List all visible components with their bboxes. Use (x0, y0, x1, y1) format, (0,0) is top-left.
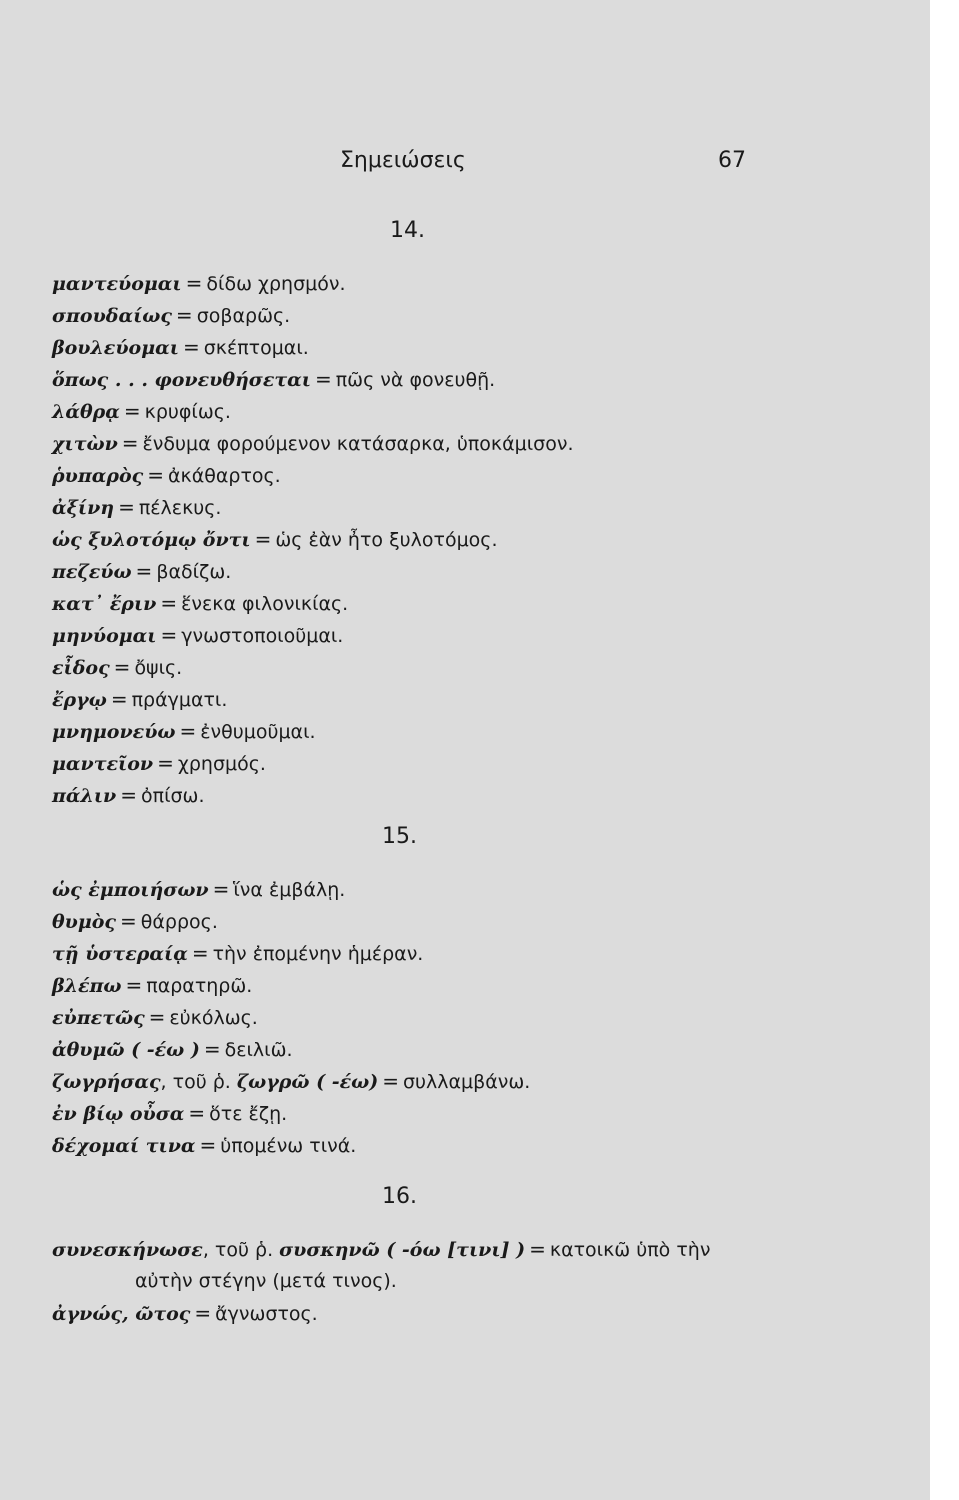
gloss-entry: μηνύομαι = γνωστοποιοῦμαι. (52, 623, 344, 647)
gloss-term: ἀξίνη (52, 497, 115, 519)
gloss-entry: μαντεῖον = χρησμός. (52, 751, 266, 775)
gloss-entry: τῇ ὑστεραίᾳ = τὴν ἐπομένην ἡμέραν. (52, 941, 424, 965)
gloss-term: χιτὼν (52, 433, 118, 455)
gloss-definition: ὅτε ἔζῃ. (209, 1103, 288, 1125)
gloss-definition: σκέπτομαι. (203, 337, 309, 359)
gloss-definition: χρησμός. (177, 753, 266, 775)
gloss-term: ὡς ἐμποιήσων (52, 879, 209, 901)
gloss-entry: εὐπετῶς = εὐκόλως. (52, 1005, 258, 1029)
gloss-definition: κατοικῶ ὑπὸ τὴν (549, 1239, 711, 1261)
gloss-term: ἀθυμῶ ( -έω ) (52, 1039, 200, 1061)
gloss-definition: βαδίζω. (156, 561, 232, 583)
gloss-definition: ἀκάθαρτος. (168, 465, 281, 487)
gloss-definition: ἵνα ἐμβάλῃ. (233, 879, 346, 901)
gloss-definition: συλλαμβάνω. (403, 1071, 531, 1093)
gloss-definition: ἐνθυμοῦμαι. (200, 721, 316, 743)
gloss-term: μνημονεύω (52, 721, 176, 743)
gloss-entry: μνημονεύω = ἐνθυμοῦμαι. (52, 719, 316, 743)
gloss-definition: ὑπομένω τινά. (220, 1135, 357, 1157)
gloss-entry: βουλεύομαι = σκέπτομαι. (52, 335, 309, 359)
gloss-term: βλέπω (52, 975, 122, 997)
gloss-definition: ὄψις. (134, 657, 183, 679)
gloss-term: ἔργῳ (52, 689, 107, 711)
gloss-definition: πῶς νὰ φονευθῇ. (335, 369, 496, 391)
section-number-15: 15. (382, 824, 417, 849)
gloss-term: ὅπως . . . φονευθήσεται (52, 369, 311, 391)
gloss-entry: ἔργῳ = πράγματι. (52, 687, 228, 711)
gloss-entry: συνεσκήνωσε, τοῦ ῥ. συσκηνῶ ( -όω [τινι] ) = κατοικῶ ὑπὸ τὴν (52, 1237, 711, 1261)
section-number-14: 14. (390, 218, 425, 243)
gloss-definition: πράγματι. (131, 689, 228, 711)
gloss-term: πεζεύω (52, 561, 132, 583)
gloss-entry: ἀθυμῶ ( -έω ) = δειλιῶ. (52, 1037, 293, 1061)
gloss-entry: σπουδαίως = σοβαρῶς. (52, 303, 291, 327)
gloss-entry: θυμὸς = θάρρος. (52, 909, 218, 933)
gloss-definition: ὀπίσω. (141, 785, 205, 807)
gloss-entry: μαντεύομαι = δίδω χρησμόν. (52, 271, 346, 295)
gloss-entry: ἀγνώς, ῶτος = ἄγνωστος. (52, 1301, 318, 1325)
gloss-term: τῇ ὑστεραίᾳ (52, 943, 188, 965)
gloss-term: ζωγρήσας (52, 1071, 161, 1093)
gloss-entry: χιτὼν = ἔνδυμα φορούμενον κατάσαρκα, ὑποκάμισον. (52, 431, 574, 455)
gloss-definition-continuation: αὐτὴν στέγην (μετά τινος). (135, 1270, 397, 1292)
running-head-title: Σημειώσεις (340, 148, 466, 173)
gloss-entry: δέχομαί τινα = ὑπομένω τινά. (52, 1133, 357, 1157)
gloss-entry: βλέπω = παρατηρῶ. (52, 973, 253, 997)
gloss-entry: ἀξίνη = πέλεκυς. (52, 495, 222, 519)
scan-margin (930, 0, 959, 1500)
gloss-term: πάλιν (52, 785, 117, 807)
gloss-term: βουλεύομαι (52, 337, 179, 359)
gloss-term: λάθρᾳ (52, 401, 120, 423)
gloss-term-root: συσκηνῶ ( -όω [τινι] ) (279, 1239, 526, 1261)
gloss-entry: κατ᾿ ἔριν = ἕνεκα φιλονικίας. (52, 591, 349, 615)
gloss-definition: ὡς ἐὰν ἦτο ξυλοτόμος. (275, 529, 498, 551)
gloss-term: ὡς ξυλοτόμῳ ὄντι (52, 529, 251, 551)
gloss-definition: ἄγνωστος. (215, 1303, 318, 1325)
gloss-term: μαντεῖον (52, 753, 154, 775)
gloss-term: εἶδος (52, 657, 110, 679)
gloss-definition: θάρρος. (140, 911, 218, 933)
gloss-entry: εἶδος = ὄψις. (52, 655, 183, 679)
gloss-entry: ὅπως . . . φονευθήσεται = πῶς νὰ φονευθῇ. (52, 367, 496, 391)
gloss-entry: πεζεύω = βαδίζω. (52, 559, 232, 583)
gloss-entry: ὡς ξυλοτόμῳ ὄντι = ὡς ἐὰν ἦτο ξυλοτόμος. (52, 527, 498, 551)
gloss-entry: ὡς ἐμποιήσων = ἵνα ἐμβάλῃ. (52, 877, 346, 901)
gloss-connector: , τοῦ ῥ. (160, 1071, 237, 1093)
gloss-term: εὐπετῶς (52, 1007, 145, 1029)
gloss-entry: ἐν βίῳ οὖσα = ὅτε ἔζῃ. (52, 1101, 288, 1125)
gloss-term: σπουδαίως (52, 305, 172, 327)
gloss-definition: ἔνδυμα φορούμενον κατάσαρκα, ὑποκάμισον. (142, 433, 574, 455)
gloss-definition: σοβαρῶς. (196, 305, 291, 327)
gloss-entry: πάλιν = ὀπίσω. (52, 783, 205, 807)
gloss-entry: λάθρᾳ = κρυφίως. (52, 399, 231, 423)
gloss-definition: πέλεκυς. (138, 497, 222, 519)
gloss-definition: τὴν ἐπομένην ἡμέραν. (212, 943, 424, 965)
gloss-definition: εὐκόλως. (169, 1007, 258, 1029)
gloss-connector: , τοῦ ῥ. (202, 1239, 280, 1261)
gloss-definition: κρυφίως. (144, 401, 231, 423)
gloss-term-root: ζωγρῶ ( -έω) (236, 1071, 379, 1093)
gloss-definition: ἕνεκα φιλονικίας. (181, 593, 349, 615)
gloss-term: ἀγνώς, ῶτος (52, 1303, 191, 1325)
gloss-term: ἐν βίῳ οὖσα (52, 1103, 185, 1125)
section-number-16: 16. (382, 1184, 417, 1209)
gloss-term: θυμὸς (52, 911, 117, 933)
gloss-definition: δίδω χρησμόν. (206, 273, 346, 295)
gloss-term: μαντεύομαι (52, 273, 182, 295)
gloss-term: κατ᾿ ἔριν (52, 593, 157, 615)
gloss-term: μηνύομαι (52, 625, 157, 647)
page-number: 67 (718, 148, 746, 173)
gloss-term: δέχομαί τινα (52, 1135, 196, 1157)
running-head (0, 148, 930, 178)
gloss-definition: παρατηρῶ. (146, 975, 253, 997)
gloss-entry: ῥυπαρὸς = ἀκάθαρτος. (52, 463, 281, 487)
gloss-term: συνεσκήνωσε (52, 1239, 203, 1261)
gloss-entry: ζωγρήσας, τοῦ ῥ. ζωγρῶ ( -έω) = συλλαμβάνω. (52, 1069, 531, 1093)
gloss-definition: γνωστοποιοῦμαι. (181, 625, 344, 647)
gloss-term: ῥυπαρὸς (52, 465, 144, 487)
gloss-definition: δειλιῶ. (224, 1039, 293, 1061)
